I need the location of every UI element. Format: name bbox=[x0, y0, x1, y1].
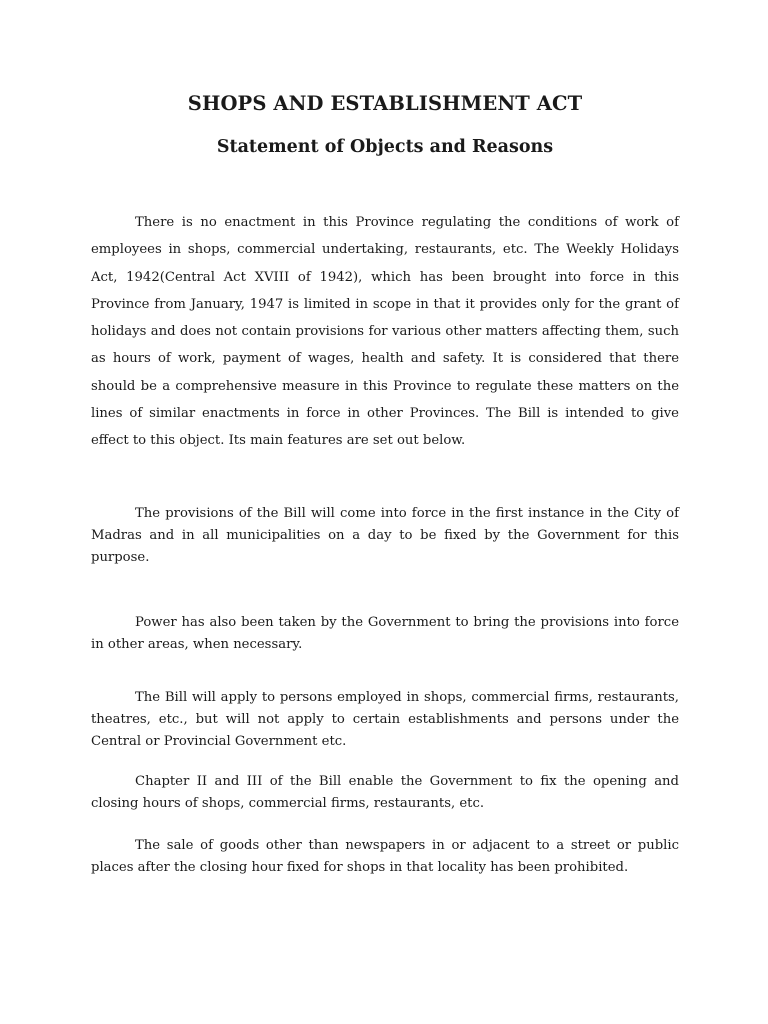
paragraph-opening-closing-hours: Chapter II and III of the Bill enable the Government to fix the opening and closing hours of shops, commercial firms, restaurants, etc. bbox=[91, 774, 679, 811]
document-title: SHOPS AND ESTABLISHMENT ACT bbox=[187, 92, 583, 115]
paragraph-extension-power: Power has also been taken by the Government to bring the provisions into force in other areas, when necessary. bbox=[91, 615, 679, 652]
document-page bbox=[91, 0, 679, 1024]
paragraph-objects: There is no enactment in this Province regulating the conditions of work of employees in shops, commercial undertaking, restaurants, etc. The Weekly Holidays Act, 1942(Central Act XVIII of 1942), which has been brought into force in this Province from January, 1947 is limited in scope in that it provides only for the grant of holidays and does not contain provisions for various other matters affecting them, such as hours of work, payment of wages, health and safety. It is considered that there should be a comprehensive measure in this Province to regulate these matters on the lines of similar enactments in force in other Provinces. The Bill is intended to give effect to this object. Its main features are set out below. bbox=[91, 215, 679, 449]
paragraph-application: The Bill will apply to persons employed in shops, commercial firms, restaurants, theatres, etc., but will not apply to certain establishments and persons under the Central or Provincial Government etc. bbox=[91, 690, 679, 749]
document-subtitle: Statement of Objects and Reasons bbox=[216, 137, 554, 157]
paragraph-street-sale: The sale of goods other than newspapers in or adjacent to a street or public places after the closing hour fixed for shops in that locality has been prohibited. bbox=[91, 838, 679, 875]
paragraph-commencement: The provisions of the Bill will come into force in the first instance in the City of Madras and in all municipalities on a day to be fixed by the Government for this purpose. bbox=[91, 506, 679, 565]
